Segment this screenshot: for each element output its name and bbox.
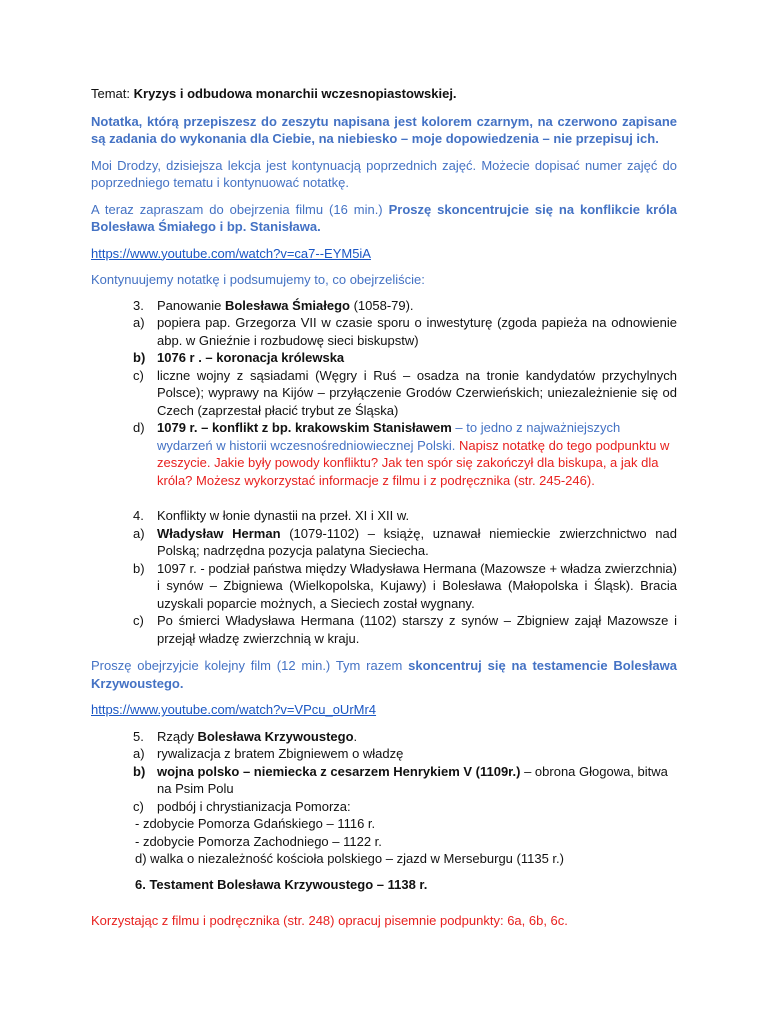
section-3-bold: Bolesława Śmiałego: [224, 297, 350, 313]
intro-text: Moi Drodzy, dzisiejsza lekcja jest kontynuacją poprzednich zajęć. Możecie dopisać numer zajęć do poprzedniego tematu i kontynuować notatkę.: [91, 157, 677, 190]
film2-link[interactable]: https://www.youtube.com/watch?v=VPcu_oUrMr4: [91, 702, 377, 717]
section-5-dash-1: - zdobycie Pomorza Gdańskiego – 1116 r.: [135, 816, 376, 831]
film1-link[interactable]: https://www.youtube.com/watch?v=ca7--EYM5iA: [91, 245, 371, 261]
list-marker: c): [133, 613, 144, 628]
section-4-item-c: [135, 612, 677, 647]
section-5-item-d: d) walka o niezależność kościoła polskiego – zjazd w Merseburgu (1135 r.): [135, 851, 564, 866]
list-item-text: popiera pap. Grzegorza VII w czasie sporu o inwestyturę (zgoda papieża na odnowienie abp. w Gnieźnie i rozbudowę sieci biskupstw): [157, 315, 677, 348]
film2-intro: Proszę obejrzyjcie kolejny film (12 min.) Tym razem: [91, 658, 409, 673]
film1-link-line: [91, 245, 677, 263]
list-marker: c): [133, 367, 144, 383]
section-5-item-c: [135, 798, 677, 816]
document-page: [91, 85, 677, 930]
section-6-text: 6. Testament Bolesława Krzywoustego – 1138 r.: [135, 876, 428, 892]
section-3-d-comment: – to jedno z najważniejszych wydarzeń w historii wczesnośredniowiecznej Polski.: [157, 420, 621, 453]
list-item-text: 1076 r . – koronacja królewska: [157, 350, 345, 365]
instruction-text: Notatka, którą przepiszesz do zeszytu napisana jest kolorem czarnym, na czerwono zapisane są zadania do wykonania dla Ciebie, na niebiesko – moje dopowiedzenia – nie przepisuj ich.: [91, 113, 677, 146]
film1-text: [91, 201, 677, 236]
section-4-item-a: [135, 525, 677, 560]
list-item-text: – obrona Głogowa, bitwa na Psim Polu: [157, 763, 668, 796]
film2-focus: skoncentruj się na testamencie Bolesława Krzywoustego.: [91, 658, 677, 691]
topic-line: [91, 85, 677, 103]
list-item-text: Po śmierci Władysława Hermana (1102) starszy z synów – Zbigniew zajął Mazowsze i przejął władzę zwierzchnią w kraju.: [157, 613, 677, 646]
section-3-item-d: [135, 419, 677, 489]
final-task: Korzystając z filmu i podręcznika (str. 248) opracuj pisemnie podpunkty: 6a, 6b, 6c.: [91, 913, 568, 928]
section-5-pre: Rządy: [157, 728, 198, 744]
section-5-item-b: [135, 763, 677, 798]
section-3-item-b: [135, 349, 677, 367]
list-marker: c): [133, 798, 144, 814]
list-marker: b): [133, 763, 146, 779]
section-5-post: .: [353, 728, 358, 744]
section-3-d-bold: 1079 r. – konflikt z bp. krakowskim Stanisławem: [157, 420, 452, 435]
list-marker: 3.: [133, 297, 144, 313]
section-5-bold: Bolesława Krzywoustego: [197, 728, 354, 744]
section-3-item-a: [135, 314, 677, 349]
list-marker: d): [133, 420, 145, 435]
list-marker: b): [133, 350, 146, 365]
section-3-d-task: Napisz notatkę do tego podpunktu w zeszycie. Jakie były powody konfliktu? Jak ten spór się zakończył dla biskupa, a jak dla króla? Możesz wykorzystać informacje z filmu i z podręcznika (str. 245-246).: [157, 437, 670, 488]
section-3-pre: Panowanie: [157, 297, 225, 313]
section-4: [135, 507, 677, 647]
film1-focus: Proszę skoncentrujcie się na konflikcie króla Bolesława Śmiałego i bp. Stanisława.: [91, 201, 677, 234]
list-marker: 5.: [133, 728, 144, 744]
section-5-dash-2: - zdobycie Pomorza Zachodniego – 1122 r.: [135, 833, 382, 849]
section-3: [135, 297, 677, 490]
section-5-b-bold: wojna polsko – niemiecka z cesarzem Henrykiem V (1109r.): [157, 763, 521, 779]
film1-intro: A teraz zapraszam do obejrzenia filmu (16 min.): [91, 201, 389, 217]
list-item-text: 1097 r. - podział państwa między Władysława Hermana (Mazowsze + władza zwierzchnia) i synów – Zbigniewa (Wielkopolska, Kujawy) i Bolesława (Małopolska i Śląsk). Bracia uzyskali poparcie możnych, a Sieciech został wygnany.: [157, 560, 677, 611]
section-4-title: Konflikty w łonie dynastii na przeł. XI i XII w.: [157, 508, 410, 523]
section-5-item-a: [135, 745, 677, 763]
topic-prefix: Temat:: [91, 86, 134, 101]
list-marker: a): [133, 525, 145, 541]
list-marker: a): [133, 315, 145, 330]
list-marker: 4.: [133, 508, 144, 523]
section-4-a-bold: Władysław Herman: [157, 525, 281, 541]
topic-title: Kryzys i odbudowa monarchii wczesnopiastowskiej.: [133, 86, 457, 101]
section-4-heading: [135, 507, 677, 525]
section-5-heading: [135, 728, 677, 746]
section-6: [135, 876, 677, 894]
list-item-text: liczne wojny z sąsiadami (Węgry i Ruś – osadza na tronie kandydatów przychylnych Polsce); wyprawy na Kijów – przyłączenie Grodów Czerwieńskich; uniezależnienie się od Czech (zaprzestał płacić trybut ze Śląska): [157, 367, 677, 418]
continue-text: Kontynuujemy notatkę i podsumujemy to, co obejrzeliście:: [91, 272, 425, 287]
film2-link-line: [91, 701, 677, 719]
section-3-heading: [135, 297, 677, 315]
film2-text: [91, 657, 677, 692]
list-marker: b): [133, 560, 145, 576]
section-4-item-b: [135, 560, 677, 613]
section-5: [135, 728, 677, 816]
list-item-text: (1079-1102) – książę, uznawał niemieckie zwierzchnictwo nad Polską; nadrzędna pozycja palatyna Sieciecha.: [157, 525, 677, 558]
list-marker: a): [133, 746, 145, 761]
list-item-text: podbój i chrystianizacja Pomorza:: [157, 798, 351, 814]
list-item-text: rywalizacja z bratem Zbigniewem o władzę: [157, 746, 404, 761]
section-3-item-c: [135, 367, 677, 420]
section-3-post: (1058-79).: [349, 297, 414, 313]
